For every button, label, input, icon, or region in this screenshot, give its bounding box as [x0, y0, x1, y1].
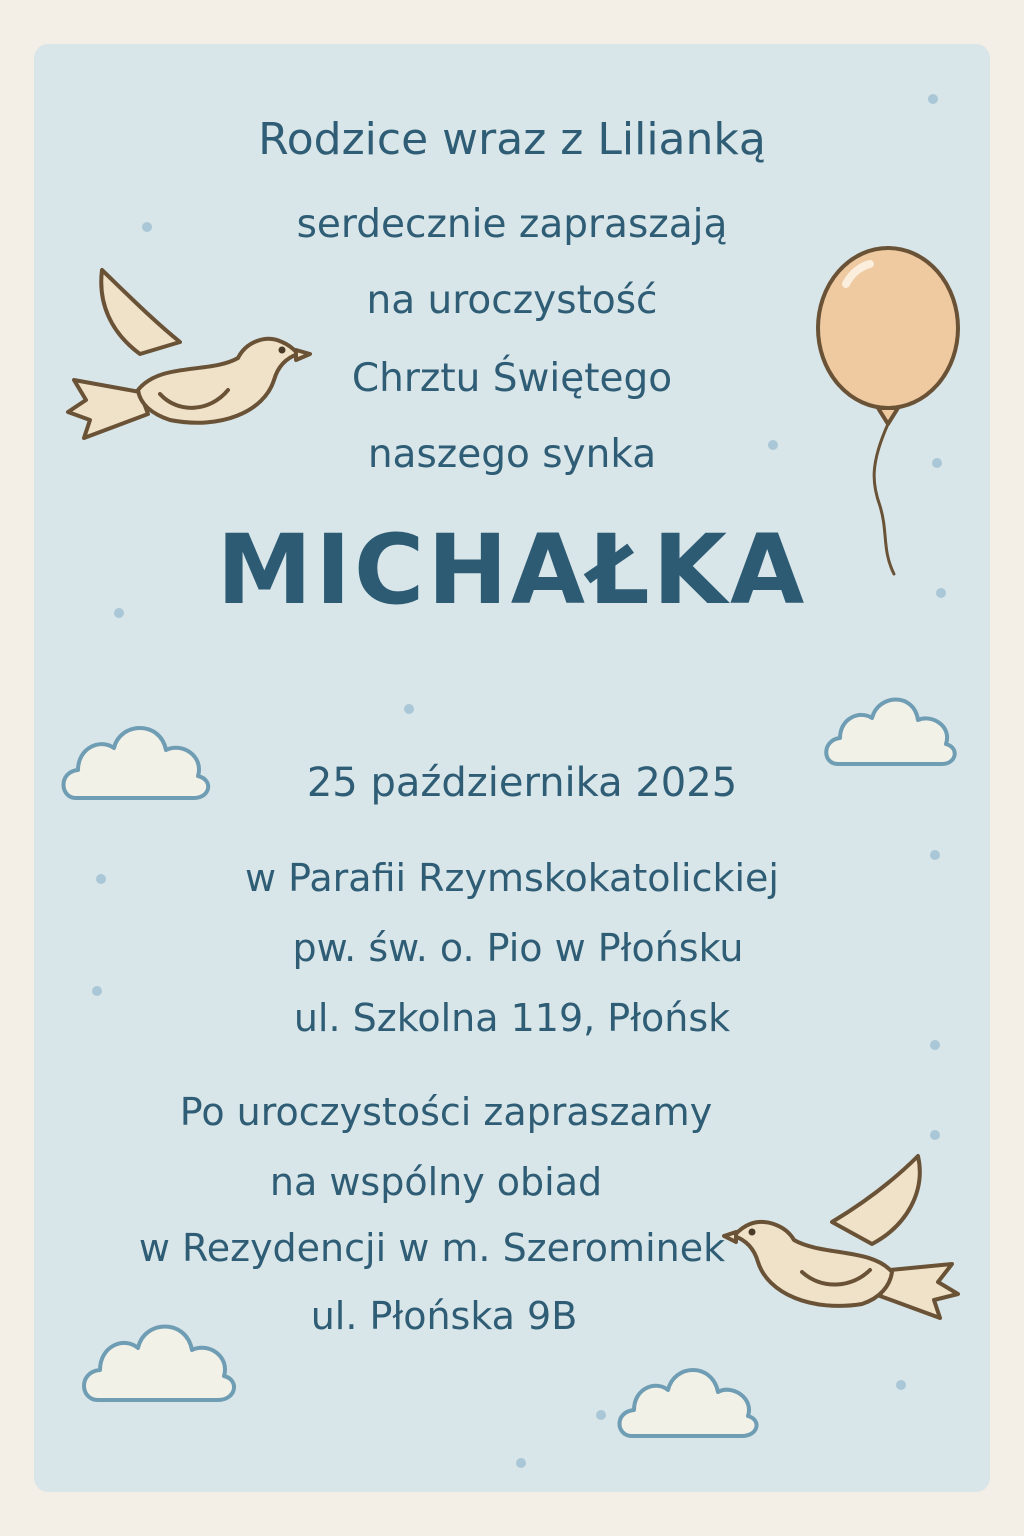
decor-dot [92, 986, 102, 996]
decor-dot [404, 704, 414, 714]
cloud-icon [822, 684, 958, 772]
decor-dot [928, 94, 938, 104]
decor-dot [516, 1458, 526, 1468]
intro-line: na uroczystość [366, 278, 658, 323]
ceremony-date: 25 października 2025 [306, 760, 738, 806]
intro-line: serdecznie zapraszają [296, 202, 728, 247]
venue-line: w Parafii Rzymskokatolickiej [245, 856, 779, 900]
venue-line: pw. św. o. Pio w Płońsku [292, 926, 744, 970]
intro-line: Rodzice wraz z Lilianką [258, 114, 766, 165]
intro-line: naszego synka [367, 432, 657, 477]
reception-line: ul. Płońska 9B [310, 1294, 578, 1338]
intro-line: Chrztu Świętego [351, 356, 673, 401]
cloud-icon [614, 1354, 760, 1444]
reception-line: w Rezydencji w m. Szerominek [138, 1226, 726, 1270]
child-name: MICHAŁKA [216, 514, 808, 626]
venue-line: ul. Szkolna 119, Płońsk [293, 996, 731, 1040]
reception-line: na wspólny obiad [269, 1160, 603, 1204]
decor-dot [596, 1410, 606, 1420]
reception-line: Po uroczystości zapraszamy [179, 1090, 713, 1134]
decor-dot [930, 1040, 940, 1050]
decor-dot [896, 1380, 906, 1390]
